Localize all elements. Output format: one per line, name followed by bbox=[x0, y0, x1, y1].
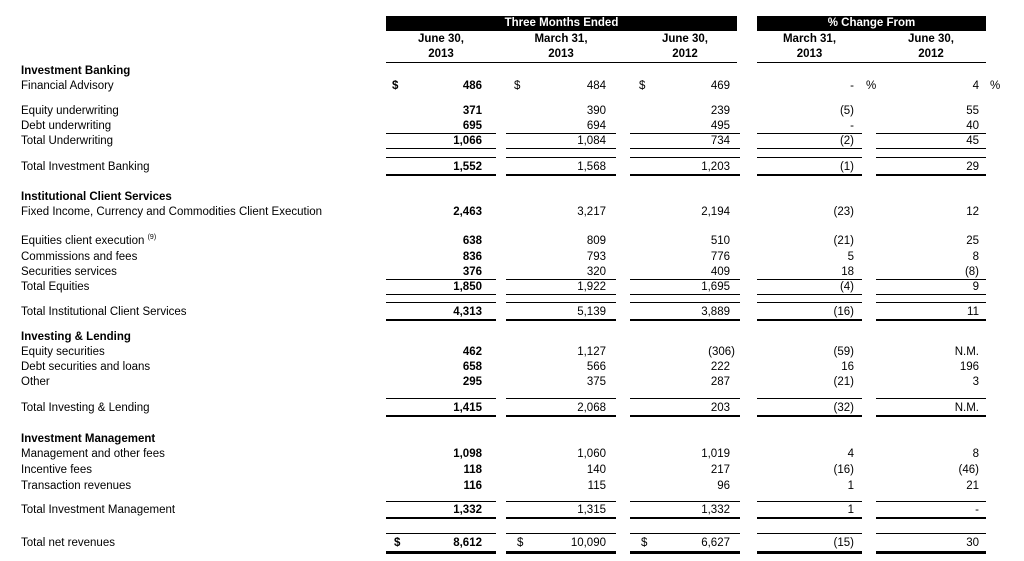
cell: 9 bbox=[972, 281, 979, 293]
cell: 55 bbox=[966, 105, 979, 117]
row-label-equity-securities: Equity securities bbox=[21, 346, 105, 358]
cell: 140 bbox=[586, 464, 606, 476]
section-investing-lending: Investing & Lending bbox=[21, 331, 131, 343]
cell: (59) bbox=[833, 346, 854, 358]
subtotal-rule bbox=[876, 148, 986, 149]
row-label-financial-advisory: Financial Advisory bbox=[21, 80, 114, 92]
subtotal-rule bbox=[386, 294, 496, 295]
cell: 295 bbox=[462, 376, 482, 388]
header-rule-left bbox=[386, 62, 737, 63]
cell: 30 bbox=[966, 537, 979, 549]
dollar-sign: $ bbox=[392, 80, 399, 92]
total-rule bbox=[876, 157, 986, 158]
total-double-rule bbox=[876, 319, 986, 321]
cell: 8 bbox=[972, 448, 979, 460]
row-label-debt-securities-and-loans: Debt securities and loans bbox=[21, 361, 151, 373]
subtotal-rule bbox=[876, 294, 986, 295]
total-double-rule bbox=[386, 517, 496, 519]
total-double-rule bbox=[630, 517, 740, 519]
total-double-rule bbox=[876, 517, 986, 519]
cell: 495 bbox=[710, 120, 730, 132]
cell: 1,098 bbox=[453, 448, 482, 460]
total-double-rule bbox=[876, 551, 986, 554]
row-label-total-underwriting: Total Underwriting bbox=[21, 135, 114, 147]
cell: 320 bbox=[586, 266, 606, 278]
cell: 3,217 bbox=[577, 206, 606, 218]
total-rule bbox=[506, 157, 616, 158]
row-label-total-ics: Total Institutional Client Services bbox=[21, 306, 187, 318]
cell: N.M. bbox=[954, 402, 979, 414]
section-investment-management: Investment Management bbox=[21, 433, 156, 445]
total-rule bbox=[876, 302, 986, 303]
cell: 1,066 bbox=[453, 135, 482, 147]
total-rule bbox=[386, 302, 496, 303]
total-double-rule bbox=[386, 174, 496, 176]
cell: 1 bbox=[847, 480, 854, 492]
cell: (32) bbox=[833, 402, 854, 414]
subtotal-rule bbox=[506, 148, 616, 149]
cell: 1,084 bbox=[577, 135, 606, 147]
footnote-marker: (9) bbox=[147, 234, 157, 241]
total-double-rule bbox=[757, 415, 862, 417]
total-rule bbox=[757, 302, 862, 303]
row-label-management-and-other-fees: Management and other fees bbox=[21, 448, 165, 460]
cell: 1,315 bbox=[577, 504, 606, 516]
section-institutional-client-services: Institutional Client Services bbox=[21, 191, 172, 203]
cell: 484 bbox=[586, 80, 606, 92]
cell: 6,627 bbox=[701, 537, 730, 549]
cell: - bbox=[975, 504, 979, 516]
cell: 1,060 bbox=[577, 448, 606, 460]
total-double-rule bbox=[630, 319, 740, 321]
dollar-sign: $ bbox=[639, 80, 646, 92]
cell: 695 bbox=[462, 120, 482, 132]
cell: 8 bbox=[972, 251, 979, 263]
total-rule bbox=[506, 398, 616, 399]
cell: 16 bbox=[841, 361, 854, 373]
col-header-1: June 30, 2013 bbox=[417, 33, 465, 60]
row-label-equity-underwriting: Equity underwriting bbox=[21, 105, 119, 117]
cell: 10,090 bbox=[570, 537, 606, 549]
cell: 694 bbox=[586, 120, 606, 132]
row-label-total-equities: Total Equities bbox=[21, 281, 90, 293]
cell: 5,139 bbox=[577, 306, 606, 318]
pct-change-header: % Change From bbox=[757, 16, 986, 31]
cell: (306) bbox=[708, 346, 735, 358]
total-rule bbox=[876, 398, 986, 399]
row-label-other: Other bbox=[21, 376, 50, 388]
total-rule bbox=[386, 533, 496, 534]
cell: 217 bbox=[710, 464, 730, 476]
cell: 4 bbox=[972, 80, 979, 92]
cell: 287 bbox=[710, 376, 730, 388]
cell: 462 bbox=[462, 346, 482, 358]
cell: 4,313 bbox=[453, 306, 482, 318]
three-months-ended-header: Three Months Ended bbox=[386, 16, 737, 31]
row-label-equities-client-execution: Equities client execution $^{(9)}$ bbox=[21, 234, 157, 247]
col-header-5: June 30, 2012 bbox=[907, 33, 955, 60]
cell: 836 bbox=[462, 251, 482, 263]
subtotal-rule bbox=[506, 294, 616, 295]
total-rule bbox=[386, 157, 496, 158]
dollar-sign: $ bbox=[394, 537, 401, 549]
section-investment-banking: Investment Banking bbox=[21, 65, 131, 77]
total-double-rule bbox=[876, 174, 986, 176]
row-label-debt-underwriting: Debt underwriting bbox=[21, 120, 112, 132]
cell: 776 bbox=[710, 251, 730, 263]
total-rule bbox=[757, 533, 862, 534]
cell: (21) bbox=[833, 235, 854, 247]
total-rule bbox=[757, 398, 862, 399]
cell: (2) bbox=[839, 135, 854, 147]
subtotal-rule bbox=[757, 294, 862, 295]
total-double-rule bbox=[386, 319, 496, 321]
cell: 566 bbox=[586, 361, 606, 373]
total-rule bbox=[630, 398, 740, 399]
cell: 1,568 bbox=[577, 161, 606, 173]
cell: 375 bbox=[586, 376, 606, 388]
cell: - bbox=[850, 120, 854, 132]
cell: 658 bbox=[462, 361, 482, 373]
subtotal-rule bbox=[757, 148, 862, 149]
cell: 3 bbox=[972, 376, 979, 388]
row-label-commissions-and-fees: Commissions and fees bbox=[21, 251, 138, 263]
row-label-securities-services: Securities services bbox=[21, 266, 117, 278]
total-rule bbox=[757, 157, 862, 158]
percent-sign: % bbox=[866, 80, 877, 92]
cell: 1,332 bbox=[453, 504, 482, 516]
dollar-sign: $ bbox=[641, 537, 648, 549]
cell: 1,850 bbox=[453, 281, 482, 293]
cell: (15) bbox=[833, 537, 854, 549]
dollar-sign: $ bbox=[517, 537, 524, 549]
total-double-rule bbox=[876, 415, 986, 417]
cell: 376 bbox=[462, 266, 482, 278]
cell: 5 bbox=[847, 251, 854, 263]
cell: 40 bbox=[966, 120, 979, 132]
total-rule bbox=[386, 398, 496, 399]
total-double-rule bbox=[506, 319, 616, 321]
col-header-4: March 31, 2013 bbox=[782, 33, 837, 60]
cell: 116 bbox=[463, 480, 482, 492]
cell: 1,332 bbox=[701, 504, 730, 516]
cell: - bbox=[850, 80, 854, 92]
cell: 409 bbox=[710, 266, 730, 278]
cell: 4 bbox=[847, 448, 854, 460]
subtotal-rule bbox=[630, 294, 740, 295]
total-rule bbox=[876, 501, 986, 502]
cell: 239 bbox=[710, 105, 730, 117]
total-double-rule bbox=[506, 551, 616, 554]
cell: 29 bbox=[966, 161, 979, 173]
total-double-rule bbox=[630, 551, 740, 554]
cell: 793 bbox=[586, 251, 606, 263]
total-double-rule bbox=[386, 415, 496, 417]
cell: 1,922 bbox=[577, 281, 606, 293]
cell: 12 bbox=[966, 206, 979, 218]
cell: 18 bbox=[841, 266, 854, 278]
cell: (23) bbox=[833, 206, 854, 218]
cell: (4) bbox=[839, 281, 854, 293]
cell: (1) bbox=[839, 161, 854, 173]
cell: 8,612 bbox=[453, 537, 482, 549]
total-double-rule bbox=[757, 174, 862, 176]
total-double-rule bbox=[386, 551, 496, 554]
total-double-rule bbox=[506, 517, 616, 519]
row-label-total-net-revenues: Total net revenues bbox=[21, 537, 115, 549]
cell: 196 bbox=[959, 361, 979, 373]
cell: 469 bbox=[710, 80, 730, 92]
cell: 390 bbox=[586, 105, 606, 117]
total-rule bbox=[757, 501, 862, 502]
subtotal-rule bbox=[386, 148, 496, 149]
cell: 486 bbox=[462, 80, 482, 92]
cell: 2,463 bbox=[453, 206, 482, 218]
cell: 638 bbox=[462, 235, 482, 247]
total-rule bbox=[630, 157, 740, 158]
cell: 1,127 bbox=[577, 346, 606, 358]
total-rule bbox=[506, 501, 616, 502]
cell: (46) bbox=[958, 464, 979, 476]
cell: (16) bbox=[833, 464, 854, 476]
cell: (8) bbox=[964, 266, 979, 278]
row-label-total-investment-banking: Total Investment Banking bbox=[21, 161, 150, 173]
col-header-3: June 30, 2012 bbox=[661, 33, 709, 60]
dollar-sign: $ bbox=[514, 80, 521, 92]
row-label-total-investing-lending: Total Investing & Lending bbox=[21, 402, 150, 414]
subtotal-rule bbox=[630, 148, 740, 149]
cell: 2,194 bbox=[701, 206, 730, 218]
row-label-incentive-fees: Incentive fees bbox=[21, 464, 92, 476]
total-double-rule bbox=[757, 517, 862, 519]
total-rule bbox=[506, 533, 616, 534]
cell: 809 bbox=[586, 235, 606, 247]
cell: 11 bbox=[967, 306, 979, 318]
total-double-rule bbox=[506, 174, 616, 176]
cell: 1,203 bbox=[701, 161, 730, 173]
cell: 25 bbox=[966, 235, 979, 247]
header-rule-right bbox=[757, 62, 986, 63]
total-rule bbox=[386, 501, 496, 502]
cell: 21 bbox=[966, 480, 979, 492]
cell: 222 bbox=[710, 361, 730, 373]
cell: 118 bbox=[463, 464, 482, 476]
cell: N.M. bbox=[954, 346, 979, 358]
total-double-rule bbox=[630, 415, 740, 417]
cell: (16) bbox=[833, 306, 854, 318]
total-double-rule bbox=[630, 174, 740, 176]
total-rule bbox=[506, 302, 616, 303]
total-rule bbox=[630, 501, 740, 502]
cell: 96 bbox=[717, 480, 730, 492]
total-double-rule bbox=[757, 551, 862, 554]
cell: 1,552 bbox=[453, 161, 482, 173]
total-rule bbox=[630, 533, 740, 534]
row-label-transaction-revenues: Transaction revenues bbox=[21, 480, 132, 492]
total-rule bbox=[876, 533, 986, 534]
cell: 115 bbox=[587, 480, 606, 492]
cell: 45 bbox=[966, 135, 979, 147]
cell: 2,068 bbox=[577, 402, 606, 414]
cell: (5) bbox=[839, 105, 854, 117]
percent-sign: % bbox=[990, 80, 1001, 92]
row-label-ficc-client-execution: Fixed Income, Currency and Commodities Client Execution bbox=[21, 206, 323, 218]
cell: (21) bbox=[833, 376, 854, 388]
row-label-total-investment-management: Total Investment Management bbox=[21, 504, 176, 516]
col-header-2: March 31, 2013 bbox=[534, 33, 588, 60]
cell: 371 bbox=[462, 105, 482, 117]
total-double-rule bbox=[757, 319, 862, 321]
total-rule bbox=[630, 302, 740, 303]
cell: 3,889 bbox=[701, 306, 730, 318]
cell: 203 bbox=[710, 402, 730, 414]
cell: 1,415 bbox=[453, 402, 482, 414]
total-double-rule bbox=[506, 415, 616, 417]
cell: 1,695 bbox=[701, 281, 730, 293]
cell: 734 bbox=[710, 135, 730, 147]
cell: 510 bbox=[710, 235, 730, 247]
cell: 1 bbox=[847, 504, 854, 516]
cell: 1,019 bbox=[701, 448, 730, 460]
